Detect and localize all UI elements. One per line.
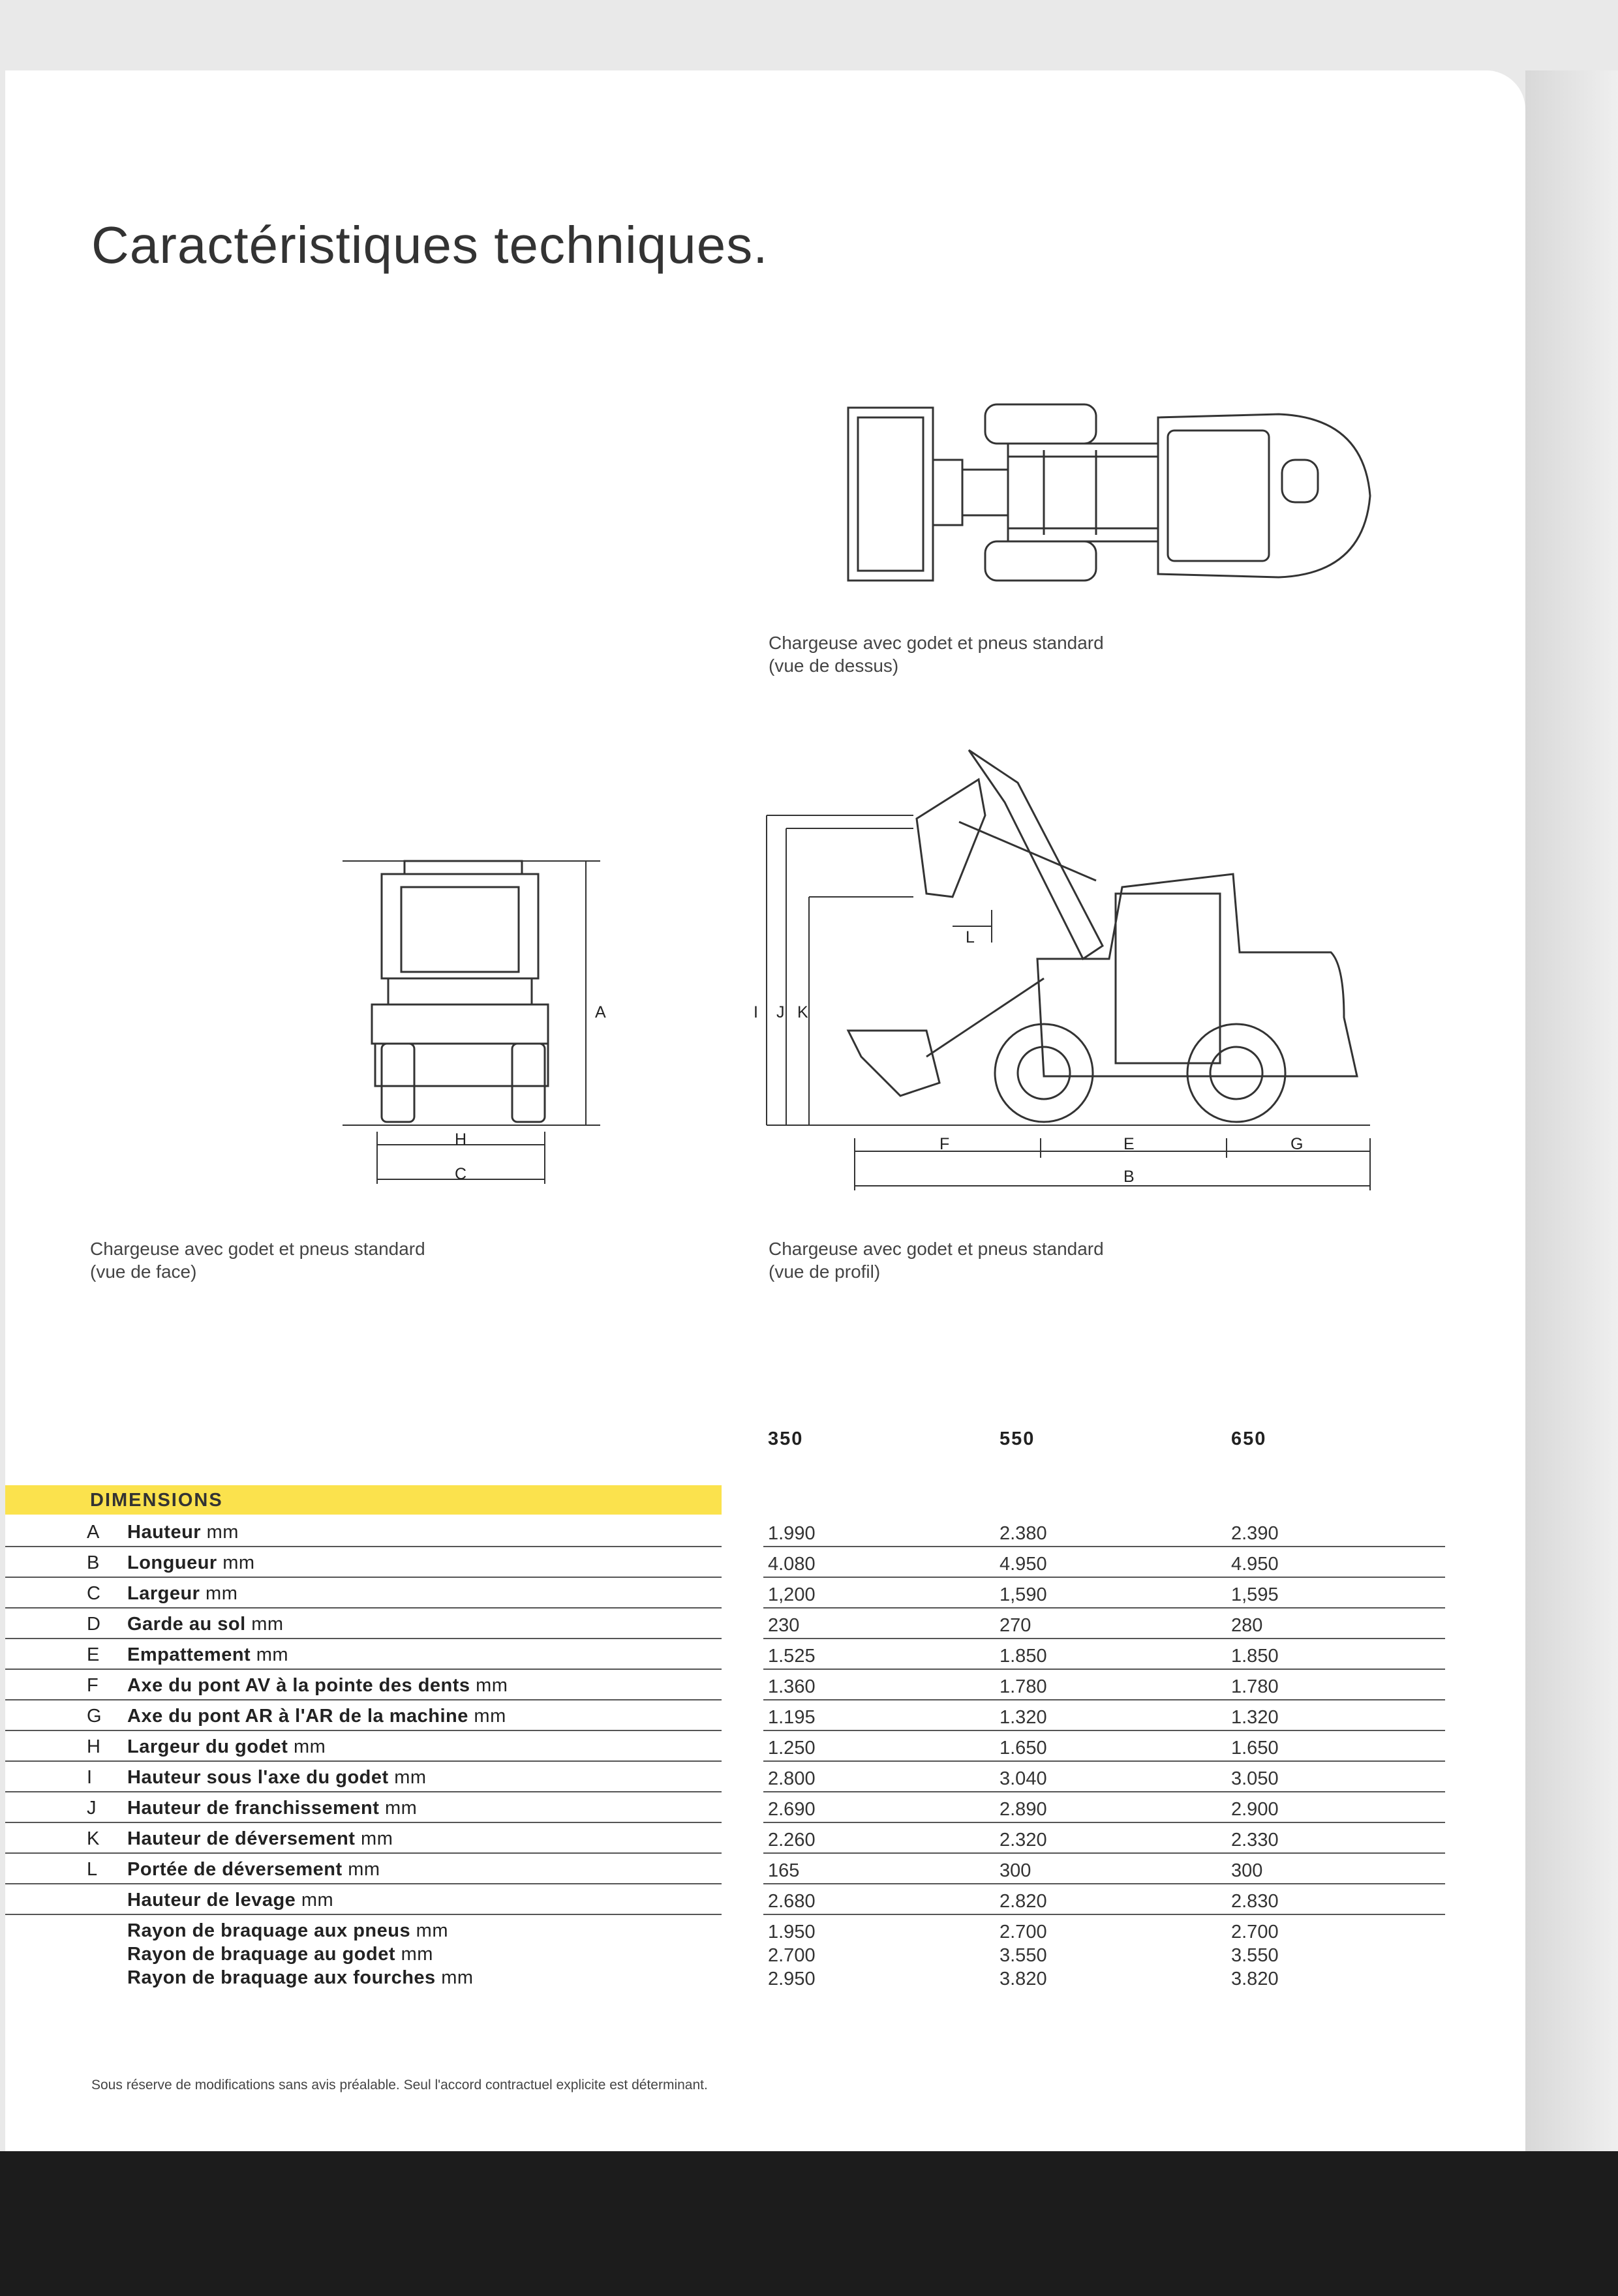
dim-label-f: F: [939, 1135, 950, 1153]
dim-label-i: I: [754, 1003, 758, 1021]
model-header-550: 550: [1000, 1428, 1035, 1449]
front-view-drawing: [343, 861, 600, 1184]
page-title: Caractéristiques techniques.: [91, 216, 769, 274]
dim-label-k: K: [797, 1003, 808, 1021]
dim-label-e: E: [1123, 1135, 1135, 1153]
table-row: I Hauteur sous l'axe du godet mm 2.800 3.040 3.050: [0, 1762, 1618, 1792]
table-row: Rayon de braquage aux fourches mm 2.950 3.820 3.820: [127, 1967, 1279, 1989]
table-row: A Hauteur mm 1.990 2.380 2.390: [0, 1517, 1618, 1547]
table-row: L Portée de déversement mm 165 300 300: [0, 1854, 1618, 1884]
caption-top-view: Chargeuse avec godet et pneus standard (vue de dessus): [769, 633, 1104, 676]
table-row: Rayon de braquage au godet mm 2.700 3.550 3.550: [127, 1944, 1279, 1966]
dim-label-j: J: [776, 1003, 785, 1021]
dim-label-c: C: [455, 1165, 467, 1183]
caption-side-view: Chargeuse avec godet et pneus standard (vue de profil): [769, 1239, 1104, 1282]
table-row: H Largeur du godet mm 1.250 1.650 1.650: [0, 1731, 1618, 1762]
table-row: Rayon de braquage aux pneus mm 1.950 2.700 2.700: [127, 1920, 1279, 1942]
table-row: C Largeur mm 1,200 1,590 1,595: [0, 1578, 1618, 1609]
top-view-drawing: [848, 404, 1370, 581]
section-header: DIMENSIONS: [90, 1490, 223, 1511]
table-row: Hauteur de levage mm 2.680 2.820 2.830: [0, 1884, 1618, 1915]
dim-label-l: L: [966, 928, 975, 946]
table-row: B Longueur mm 4.080 4.950 4.950: [0, 1547, 1618, 1578]
caption-front-view: Chargeuse avec godet et pneus standard (vue de face): [90, 1239, 425, 1282]
table-row: D Garde au sol mm 230 270 280: [0, 1609, 1618, 1639]
section-header-bar: [5, 1485, 722, 1515]
table-row: F Axe du pont AV à la pointe des dents mm 1.360 1.780 1.780: [0, 1670, 1618, 1700]
footnote: Sous réserve de modifications sans avis préalable. Seul l'accord contractuel explicite est déterminant.: [91, 2077, 708, 2092]
table-row: K Hauteur de déversement mm 2.260 2.320 2.330: [0, 1823, 1618, 1854]
dim-label-a: A: [595, 1003, 606, 1021]
side-view-drawing: [767, 750, 1370, 1190]
dim-label-h: H: [455, 1130, 467, 1149]
model-header-350: 350: [768, 1428, 804, 1449]
table-row: J Hauteur de franchissement mm 2.690 2.890 2.900: [0, 1792, 1618, 1823]
dim-label-b: B: [1123, 1168, 1135, 1186]
model-header-650: 650: [1231, 1428, 1267, 1449]
dim-label-g: G: [1290, 1135, 1304, 1153]
table-row: E Empattement mm 1.525 1.850 1.850: [0, 1639, 1618, 1670]
table-row: G Axe du pont AR à l'AR de la machine mm 1.195 1.320 1.320: [0, 1700, 1618, 1731]
